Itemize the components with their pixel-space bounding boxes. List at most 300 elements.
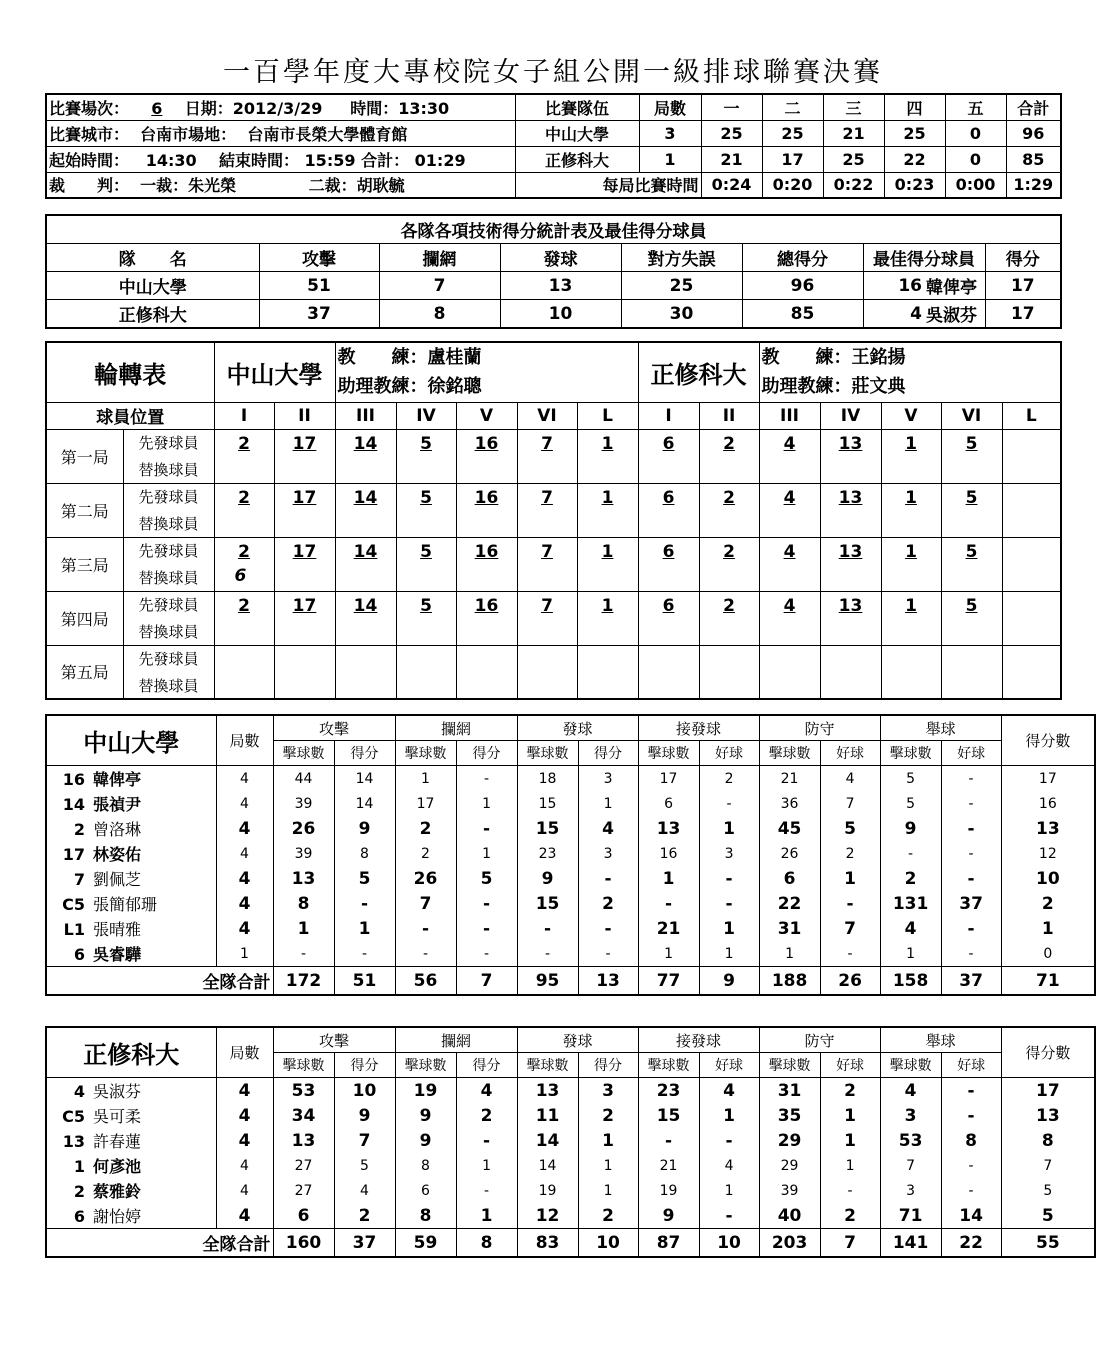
starter-cell <box>577 429 638 483</box>
position-header: L <box>1002 402 1061 429</box>
player-number: L1 <box>63 920 85 939</box>
stats-attack: 37 <box>259 300 379 329</box>
player-stat: 17 <box>1001 766 1095 792</box>
player-stat: 2 <box>456 1103 517 1128</box>
player-stat: 21 <box>638 1153 699 1178</box>
hdr-s5: 五 <box>945 94 1006 120</box>
sub-number <box>884 456 939 480</box>
player-stat: 5 <box>334 1153 395 1178</box>
player-stat: 26 <box>395 866 456 891</box>
team-total-row <box>46 1229 1095 1258</box>
player-stat: 31 <box>759 916 820 941</box>
player-hdr-sub: 擊球數 <box>880 1053 941 1078</box>
player-stat: 18 <box>517 766 578 792</box>
starter-cell <box>881 591 941 645</box>
player-stat: 5 <box>1001 1203 1095 1229</box>
sub-number <box>217 672 272 696</box>
hdr-total: 合計 <box>1006 94 1061 120</box>
hdr-s2: 二 <box>762 94 823 120</box>
player-name: 曾洛琳 <box>93 820 142 839</box>
sub-number <box>580 564 636 588</box>
team-b-name: 正修科大 <box>515 146 639 172</box>
player-number: 13 <box>62 1132 85 1151</box>
player-row <box>46 1078 1095 1104</box>
player-stat: 39 <box>759 1178 820 1203</box>
player-stat: - <box>941 791 1001 816</box>
sub-number <box>338 564 394 588</box>
starter-number <box>338 648 394 672</box>
starter-cell <box>517 645 577 699</box>
player-stat: 11 <box>517 1103 578 1128</box>
player-name-cell <box>46 866 216 891</box>
sub-number <box>641 564 697 588</box>
starter-number: 5 <box>965 487 978 508</box>
player-stat: 27 <box>273 1178 334 1203</box>
player-stat: 13 <box>273 1128 334 1153</box>
starter-cell <box>456 429 517 483</box>
player-stat: 19 <box>517 1178 578 1203</box>
player-stat: - <box>941 766 1001 792</box>
player-stat: - <box>456 1128 517 1153</box>
team-total-value: 83 <box>517 1229 578 1258</box>
player-stat: 15 <box>638 1103 699 1128</box>
sub-number <box>823 564 879 588</box>
player-stat: 4 <box>880 916 941 941</box>
starter-cell <box>396 591 456 645</box>
player-stat: 4 <box>216 1153 273 1178</box>
player-name: 張禎尹 <box>93 795 142 814</box>
player-stat: 4 <box>820 766 880 792</box>
player-hdr-points: 得分數 <box>1001 715 1095 766</box>
player-stat: 2 <box>820 1203 880 1229</box>
sub-number <box>399 510 454 534</box>
set-label: 第四局 <box>46 591 123 645</box>
player-stat: 1 <box>699 816 759 841</box>
starter-number: 2 <box>238 595 250 616</box>
player-stat: 2 <box>820 1078 880 1104</box>
starter-number <box>1005 486 1059 510</box>
player-name-cell <box>46 1078 216 1104</box>
hdr-s4: 四 <box>884 94 945 120</box>
player-stat: 21 <box>638 916 699 941</box>
team-total-value: 87 <box>638 1229 699 1258</box>
player-hdr-sub: 好球 <box>941 1053 1001 1078</box>
starter-number: 7 <box>541 433 553 454</box>
player-stat: - <box>699 866 759 891</box>
starter-number: 4 <box>783 487 796 508</box>
stats-hdr-team: 隊 名 <box>46 244 259 272</box>
starter-cell <box>699 645 759 699</box>
rotation-set-row <box>46 483 1061 510</box>
team-a-total: 96 <box>1006 120 1061 146</box>
starter-number: 13 <box>838 487 863 508</box>
starter-number: 16 <box>474 487 499 508</box>
sub-number <box>762 510 818 534</box>
player-stat: 7 <box>334 1128 395 1153</box>
player-stat: 12 <box>517 1203 578 1229</box>
player-stat: 3 <box>880 1178 941 1203</box>
starter-cell <box>214 483 274 537</box>
starter-number: 13 <box>838 595 863 616</box>
player-stat: 9 <box>638 1203 699 1229</box>
sub-number <box>217 456 272 480</box>
stats-best-points: 17 <box>985 272 1061 300</box>
sub-number <box>823 456 879 480</box>
player-name: 吳可柔 <box>93 1107 142 1126</box>
starter-cell <box>759 429 820 483</box>
player-stat: 13 <box>638 816 699 841</box>
player-name: 張晴雅 <box>93 920 142 939</box>
player-stat: 4 <box>216 1078 273 1104</box>
player-stat: 4 <box>699 1078 759 1104</box>
player-stat: 6 <box>759 866 820 891</box>
starter-number: 14 <box>353 595 378 616</box>
player-stat: 7 <box>820 916 880 941</box>
starter-cell <box>759 645 820 699</box>
player-stat: 13 <box>273 866 334 891</box>
match-no-row: 比賽場次： 6 日期：2012/3/29 時間：13:30 <box>46 94 515 120</box>
team-a-name: 中山大學 <box>515 120 639 146</box>
set-time-label: 每局比賽時間 <box>515 172 701 198</box>
starter-cell <box>759 537 820 591</box>
starter-number: 1 <box>905 541 917 562</box>
position-header: III <box>335 402 396 429</box>
stats-hdr-total: 總得分 <box>742 244 863 272</box>
player-stat: 35 <box>759 1103 820 1128</box>
sub-number <box>762 618 818 642</box>
stats-hdr-block: 攔網 <box>379 244 500 272</box>
sub-number <box>217 618 272 642</box>
starter-label: 先發球員 <box>123 591 214 618</box>
player-number: 4 <box>73 1082 85 1101</box>
sub-number <box>762 564 818 588</box>
team-a-s4: 25 <box>884 120 945 146</box>
player-stat: 14 <box>334 766 395 792</box>
player-hdr-sub: 擊球數 <box>395 1053 456 1078</box>
player-hdr-sub: 好球 <box>820 1053 880 1078</box>
player-stat: 8 <box>273 891 334 916</box>
hdr-s3: 三 <box>823 94 884 120</box>
starter-cell <box>335 537 396 591</box>
team-total-value: 7 <box>820 1229 880 1258</box>
starter-number: 5 <box>965 595 978 616</box>
starter-number: 14 <box>353 433 378 454</box>
starter-number: 6 <box>662 487 675 508</box>
player-stat: 1 <box>759 941 820 967</box>
starter-number <box>702 648 757 672</box>
player-name-cell <box>46 941 216 967</box>
starter-cell <box>577 483 638 537</box>
starter-cell <box>1002 591 1061 645</box>
page-title: 一百學年度大專校院女子組公開一級排球聯賽決賽 <box>223 57 883 88</box>
player-stat: 4 <box>216 1128 273 1153</box>
starter-number: 2 <box>723 595 735 616</box>
player-number: 6 <box>73 1207 85 1226</box>
team-b-player-block <box>45 1026 1071 1258</box>
player-hdr-sub: 擊球數 <box>517 741 578 766</box>
starter-cell <box>214 537 274 591</box>
starter-cell <box>396 429 456 483</box>
player-hdr-sets: 局數 <box>216 715 273 766</box>
set-time-3: 0:22 <box>823 172 884 198</box>
player-stat: 1 <box>456 791 517 816</box>
starter-cell <box>820 591 881 645</box>
team-total-value: 37 <box>334 1229 395 1258</box>
team-total-value: 160 <box>273 1229 334 1258</box>
set-time-2: 0:20 <box>762 172 823 198</box>
player-hdr-sub: 好球 <box>941 741 1001 766</box>
player-stat: 10 <box>1001 866 1095 891</box>
player-stat: 4 <box>699 1153 759 1178</box>
sub-number <box>338 618 394 642</box>
sub-number <box>944 564 1000 588</box>
rotation-title: 輪轉表 <box>46 342 214 402</box>
starter-cell <box>881 645 941 699</box>
player-stat: - <box>334 941 395 967</box>
team-total-value: 95 <box>517 967 578 996</box>
player-stat: - <box>941 866 1001 891</box>
starter-cell <box>517 537 577 591</box>
player-stat: - <box>941 816 1001 841</box>
player-stat: 5 <box>880 766 941 792</box>
player-stat: 1 <box>699 916 759 941</box>
team-b-s1: 21 <box>701 146 762 172</box>
player-stat: - <box>578 916 638 941</box>
player-stat: 12 <box>1001 841 1095 866</box>
player-stat: 7 <box>820 791 880 816</box>
player-stat: 1 <box>395 766 456 792</box>
player-stat: 4 <box>334 1178 395 1203</box>
starter-number: 16 <box>474 433 499 454</box>
player-stat: 1 <box>638 941 699 967</box>
player-stat: 4 <box>216 866 273 891</box>
player-stat: 14 <box>517 1128 578 1153</box>
player-name: 張簡郁珊 <box>93 895 158 914</box>
sub-number <box>762 456 818 480</box>
player-stat: 9 <box>334 1103 395 1128</box>
sub-number <box>1005 510 1059 534</box>
player-name: 林姿佑 <box>93 845 142 864</box>
sub-number <box>1005 456 1059 480</box>
starter-cell <box>820 537 881 591</box>
player-stat: 2 <box>578 1203 638 1229</box>
team-total-value: 26 <box>820 967 880 996</box>
sub-number <box>762 672 818 696</box>
stats-attack: 51 <box>259 272 379 300</box>
set-time-1: 0:24 <box>701 172 762 198</box>
player-stat: 17 <box>638 766 699 792</box>
starter-cell <box>577 591 638 645</box>
starter-number: 2 <box>238 541 250 562</box>
starter-cell <box>638 483 699 537</box>
time-row: 起始時間： 14:30 結束時間： 15:59 合計： 01:29 <box>46 146 515 172</box>
player-stat: 1 <box>273 916 334 941</box>
starter-cell <box>1002 429 1061 483</box>
starter-cell <box>881 483 941 537</box>
starter-cell <box>941 483 1002 537</box>
position-header: III <box>759 402 820 429</box>
sub-number <box>277 564 333 588</box>
starter-number: 14 <box>353 487 378 508</box>
player-hdr-sub: 擊球數 <box>273 741 334 766</box>
player-name: 吳睿驊 <box>93 945 142 964</box>
player-hdr-group: 防守 <box>759 715 880 741</box>
player-stat: 6 <box>273 1203 334 1229</box>
player-stat: 0 <box>1001 941 1095 967</box>
starter-number <box>884 648 939 672</box>
starter-cell <box>396 645 456 699</box>
player-name: 謝怡婷 <box>93 1207 142 1226</box>
player-number: 16 <box>62 770 85 789</box>
sub-number <box>580 618 636 642</box>
player-stat: 1 <box>699 1178 759 1203</box>
player-hdr-sub: 擊球數 <box>273 1053 334 1078</box>
player-stat: 4 <box>216 1178 273 1203</box>
player-stat: - <box>820 891 880 916</box>
player-hdr-sub: 好球 <box>699 1053 759 1078</box>
starter-cell <box>396 483 456 537</box>
start-time: 14:30 <box>145 150 197 170</box>
hdr-s1: 一 <box>701 94 762 120</box>
player-stat: 1 <box>456 1153 517 1178</box>
match-time-value: 13:30 <box>398 98 450 118</box>
position-label: 球員位置 <box>46 402 214 429</box>
rotation-team-a: 中山大學 <box>214 342 335 402</box>
player-stat: 4 <box>216 1103 273 1128</box>
player-stat: - <box>456 1178 517 1203</box>
player-stat: 4 <box>216 791 273 816</box>
player-stat: 36 <box>759 791 820 816</box>
sub-number: 6 <box>234 565 247 586</box>
stats-errors: 30 <box>621 300 742 329</box>
sub-number <box>459 618 515 642</box>
starter-number <box>1005 540 1059 564</box>
starter-number: 4 <box>783 541 796 562</box>
starter-cell <box>941 591 1002 645</box>
starter-cell <box>335 645 396 699</box>
starter-number: 5 <box>965 541 978 562</box>
player-stat: 27 <box>273 1153 334 1178</box>
player-stat: 4 <box>578 816 638 841</box>
starter-number <box>217 648 272 672</box>
player-stat: - <box>941 941 1001 967</box>
starter-number: 7 <box>541 595 553 616</box>
player-stat: 2 <box>395 841 456 866</box>
player-stat: 1 <box>578 1178 638 1203</box>
starter-cell <box>881 429 941 483</box>
starter-cell <box>638 537 699 591</box>
starter-number: 5 <box>965 433 978 454</box>
player-hdr-group: 舉球 <box>880 1027 1001 1053</box>
starter-cell <box>396 537 456 591</box>
starter-cell <box>1002 645 1061 699</box>
starter-number <box>1005 648 1059 672</box>
starter-label: 先發球員 <box>123 645 214 672</box>
player-stat: 5 <box>1001 1178 1095 1203</box>
player-stat: 4 <box>216 816 273 841</box>
set-time-4: 0:23 <box>884 172 945 198</box>
starter-cell <box>881 537 941 591</box>
team-total-label: 全隊合計 <box>46 967 273 996</box>
player-row <box>46 841 1095 866</box>
player-stat: 22 <box>759 891 820 916</box>
stats-row-team-b <box>46 300 1061 329</box>
player-number: 2 <box>73 1182 85 1201</box>
starter-cell <box>214 645 274 699</box>
sub-number <box>1005 672 1059 696</box>
stats-hdr-attack: 攻擊 <box>259 244 379 272</box>
rotation-coach-a: 教 練：盧桂蘭 助理教練：徐銘聰 <box>335 342 638 402</box>
player-hdr-sub: 得分 <box>334 741 395 766</box>
player-number: 1 <box>73 1157 85 1176</box>
player-stat: 10 <box>334 1078 395 1104</box>
player-stat: 23 <box>517 841 578 866</box>
starter-number: 2 <box>723 541 735 562</box>
player-stat: 1 <box>578 1153 638 1178</box>
player-name-cell <box>46 1103 216 1128</box>
set-label: 第五局 <box>46 645 123 699</box>
player-stat: - <box>334 891 395 916</box>
team-total-value: 203 <box>759 1229 820 1258</box>
team-b-sets: 1 <box>639 146 701 172</box>
player-stat: - <box>456 916 517 941</box>
player-stat: 16 <box>1001 791 1095 816</box>
player-stat: 4 <box>216 1203 273 1229</box>
sub-number <box>580 672 636 696</box>
position-header: I <box>214 402 274 429</box>
player-row <box>46 1103 1095 1128</box>
player-stat: 1 <box>334 916 395 941</box>
player-name-cell <box>46 791 216 816</box>
player-stat: 1 <box>820 1103 880 1128</box>
team-total-value: 51 <box>334 967 395 996</box>
sub-number <box>580 510 636 534</box>
stats-best-name: 韓俾亭 <box>924 272 985 300</box>
player-stat: 4 <box>880 1078 941 1104</box>
starter-cell <box>941 429 1002 483</box>
city-value: 台南市 <box>140 124 189 144</box>
referee-row: 裁 判： 一裁：朱光榮 二裁：胡耿毓 <box>46 172 515 198</box>
starter-number: 1 <box>601 541 614 562</box>
player-stat: 14 <box>334 791 395 816</box>
starter-cell <box>941 537 1002 591</box>
player-hdr-sub: 得分 <box>456 741 517 766</box>
player-stat: 8 <box>1001 1128 1095 1153</box>
team-total-value: 9 <box>699 967 759 996</box>
starter-number: 17 <box>292 487 317 508</box>
sub-number <box>459 672 515 696</box>
stats-title: 各隊各項技術得分統計表及最佳得分球員 <box>46 215 1061 244</box>
starter-cell <box>577 537 638 591</box>
starter-number: 6 <box>662 433 675 454</box>
player-stat: 13 <box>1001 1103 1095 1128</box>
player-hdr-sub: 擊球數 <box>517 1053 578 1078</box>
player-hdr-sub: 擊球數 <box>880 741 941 766</box>
player-stat: 31 <box>759 1078 820 1104</box>
starter-number <box>277 648 333 672</box>
starter-number: 1 <box>601 487 614 508</box>
stats-best-name: 吳淑芬 <box>924 300 985 329</box>
player-name-cell <box>46 816 216 841</box>
player-stat: - <box>699 791 759 816</box>
sub-number <box>338 510 394 534</box>
player-stat: 2 <box>880 866 941 891</box>
player-stat: 29 <box>759 1128 820 1153</box>
starter-cell <box>517 429 577 483</box>
player-stat: - <box>395 941 456 967</box>
position-header: V <box>881 402 941 429</box>
starter-cell <box>638 645 699 699</box>
